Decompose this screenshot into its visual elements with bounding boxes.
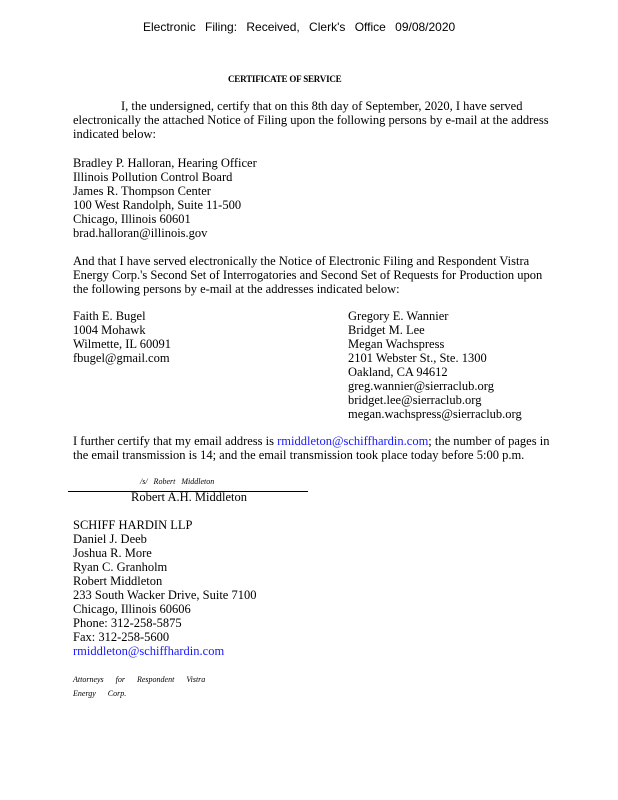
- firm-email-link[interactable]: rmiddleton@schiffhardin.com: [73, 644, 225, 658]
- address-line: 100 West Randolph, Suite 11-500: [73, 198, 242, 212]
- document-title: CERTIFICATE OF SERVICE: [228, 74, 342, 84]
- intro-line: I, the undersigned, certify that on this 8th day of September, 2020, I have served: [121, 99, 523, 113]
- attorney-name: Joshua R. More: [73, 546, 152, 560]
- signer-name: Robert A.H. Middleton: [131, 490, 247, 504]
- firm-address: 233 South Wacker Drive, Suite 7100: [73, 588, 257, 602]
- address-line: 1004 Mohawk: [73, 323, 146, 337]
- recipient-bugel: [73, 309, 171, 365]
- certify-text: ; the number of pages in: [428, 434, 550, 448]
- attorneys-for-line: Attorneys for Respondent Vistra: [73, 675, 206, 684]
- firm-block: [73, 518, 256, 658]
- address-line: Chicago, Illinois 60601: [73, 212, 191, 226]
- recipient-email: bridget.lee@sierraclub.org: [348, 393, 482, 407]
- certify-line: the email transmission is 14; and the email transmission took place today before 5:00 p.m.: [73, 448, 525, 462]
- firm-name: SCHIFF HARDIN LLP: [73, 518, 193, 532]
- service-line: And that I have served electronically the Notice of Electronic Filing and Respondent Vistra: [73, 254, 530, 268]
- address-line: Illinois Pollution Control Board: [73, 170, 233, 184]
- firm-fax: Fax: 312-258-5600: [73, 630, 170, 644]
- recipient-email: fbugel@gmail.com: [73, 351, 170, 365]
- recipient-email: megan.wachspress@sierraclub.org: [348, 407, 522, 421]
- recipient-sierraclub: [348, 309, 522, 421]
- address-line: Faith E. Bugel: [73, 309, 146, 323]
- address-line: Bridget M. Lee: [348, 323, 425, 337]
- recipient-email: greg.wannier@sierraclub.org: [348, 379, 494, 393]
- address-line: Wilmette, IL 60091: [73, 337, 171, 351]
- electronic-signature: /s/ Robert Middleton: [140, 477, 215, 486]
- address-line: Megan Wachspress: [348, 337, 445, 351]
- attorney-name: Robert Middleton: [73, 574, 163, 588]
- intro-line: indicated below:: [73, 127, 156, 141]
- certify-email-link[interactable]: rmiddleton@schiffhardin.com: [277, 434, 429, 448]
- address-line: 2101 Webster St., Ste. 1300: [348, 351, 487, 365]
- attorney-name: Daniel J. Deeb: [73, 532, 147, 546]
- certify-paragraph: [73, 434, 549, 462]
- filing-stamp: Electronic Filing: Received, Clerk's Office 09/08/2020: [143, 20, 456, 34]
- service-line: Energy Corp.'s Second Set of Interrogatories and Second Set of Requests for Production upon: [73, 268, 543, 282]
- certify-text: I further certify that my email address is: [73, 434, 278, 448]
- firm-phone: Phone: 312-258-5875: [73, 616, 182, 630]
- attorneys-for-line: Energy Corp.: [73, 689, 127, 698]
- service-line: the following persons by e-mail at the addresses indicated below:: [73, 282, 400, 296]
- address-line: Bradley P. Halloran, Hearing Officer: [73, 156, 257, 170]
- address-line: Oakland, CA 94612: [348, 365, 448, 379]
- hearing-officer-email: brad.halloran@illinois.gov: [73, 226, 208, 240]
- attorney-name: Ryan C. Granholm: [73, 560, 168, 574]
- service-paragraph: [73, 254, 542, 296]
- hearing-officer-address: [73, 156, 257, 240]
- address-line: James R. Thompson Center: [73, 184, 211, 198]
- intro-paragraph: [73, 99, 549, 141]
- firm-address: Chicago, Illinois 60606: [73, 602, 191, 616]
- intro-line: electronically the attached Notice of Filing upon the following persons by e-mail at the address: [73, 113, 549, 127]
- address-line: Gregory E. Wannier: [348, 309, 449, 323]
